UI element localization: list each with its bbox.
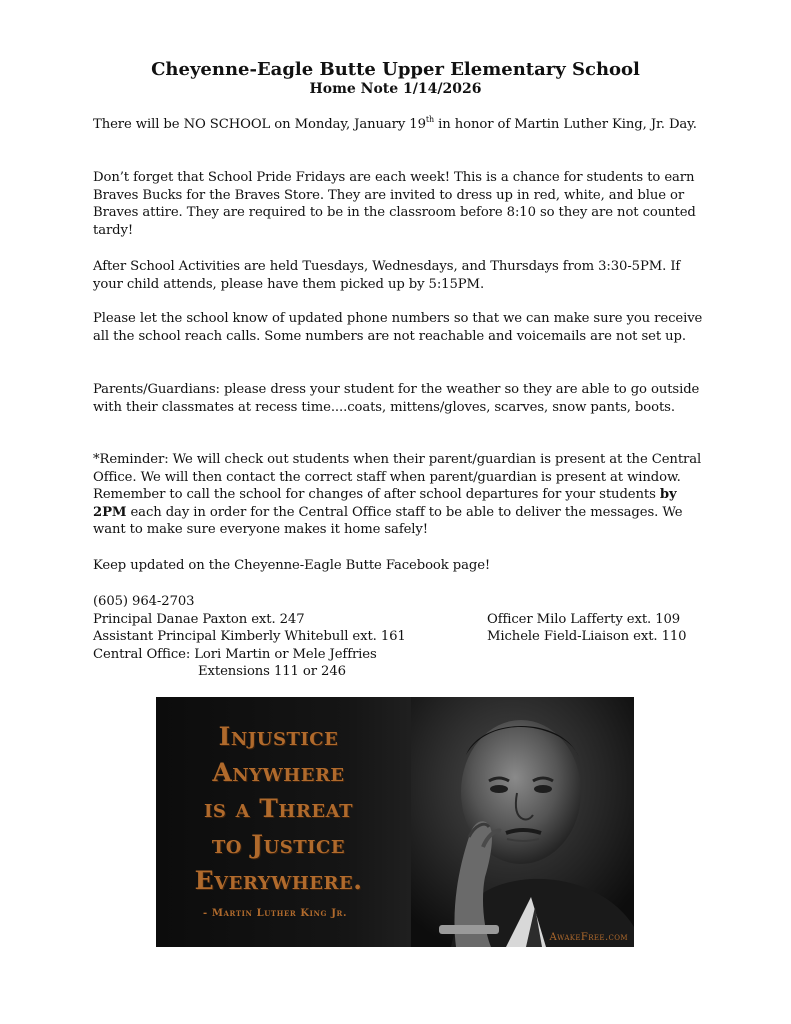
document-title: Cheyenne-Eagle Butte Upper Elementary School	[151, 59, 640, 80]
home-note-date: Home Note 1/14/2026	[309, 81, 482, 97]
quote-line: Anywhere	[212, 758, 345, 787]
phone-numbers-paragraph: Please let the school know of updated phone numbers so that we can make sure you receive all the school reach calls. Some numbers are not reachable and voicemails are not set up.	[93, 311, 703, 344]
liaison-contact: Michele Field-Liaison ext. 110	[487, 629, 687, 645]
reminder-paragraph	[93, 451, 713, 539]
contact-line	[93, 663, 713, 681]
quote-text	[156, 719, 401, 899]
officer-contact: Officer Milo Lafferty ext. 109	[487, 611, 681, 627]
no-school-text: There will be NO SCHOOL on Monday, January 19	[93, 117, 426, 132]
central-office-extensions: Extensions 111 or 246	[198, 664, 346, 680]
reminder-text: *Reminder: We will check out students when their parent/guardian is present at the Central Office. We will then contact the correct staff when parent/guardian is present at window. Remember to call the school for changes of after school departures for your students	[93, 452, 702, 503]
quote-attribution: - Martin Luther King Jr.	[203, 908, 348, 919]
contact-line	[93, 628, 713, 646]
facebook-paragraph: Keep updated on the Cheyenne-Eagle Butte Facebook page!	[93, 558, 491, 573]
weather-paragraph: Parents/Guardians: please dress your student for the weather so they are able to go outside with their classmates at recess time....coats, mittens/gloves, scarves, snow pants, boots.	[93, 382, 700, 415]
no-school-text-end: in honor of Martin Luther King, Jr. Day.	[434, 117, 697, 132]
after-school-activities-paragraph: After School Activities are held Tuesdays, Wednesdays, and Thursdays from 3:30-5PM. If your child attends, please have them picked up by 5:15PM.	[93, 259, 681, 292]
school-phone: (605) 964-2703	[93, 594, 195, 609]
mlk-portrait-image	[411, 697, 634, 947]
poster-site-credit: AwakeFree.com	[549, 932, 628, 943]
principal-contact: Principal Danae Paxton ext. 247	[93, 611, 305, 627]
no-school-notice	[93, 116, 713, 134]
quote-line: to Justice	[211, 830, 346, 859]
quote-line: Injustice	[218, 722, 339, 751]
contact-list	[93, 593, 713, 681]
reminder-deadline: by 2PM	[93, 487, 677, 520]
assistant-principal-contact: Assistant Principal Kimberly Whitebull ext. 161	[93, 629, 406, 645]
contact-line	[93, 646, 713, 664]
central-office-contact: Central Office: Lori Martin or Mele Jeffries	[93, 646, 377, 662]
quote-line: is a Threat	[204, 794, 353, 823]
mlk-quote-poster	[156, 697, 634, 947]
contact-line	[93, 593, 713, 611]
ordinal-suffix: th	[425, 114, 435, 124]
pride-fridays-paragraph: Don’t forget that School Pride Fridays are each week! This is a chance for students to earn Braves Bucks for the Braves Store. They are invited to dress up in red, white, and blue or Braves attire. They are required to be in the classroom before 8:10 so they are not counted tardy!	[93, 170, 696, 238]
reminder-text-end: each day in order for the Central Office staff to be able to deliver the messages. We want to make sure everyone makes it home safely!	[93, 504, 683, 538]
quote-line: Everywhere.	[194, 866, 363, 895]
contact-line	[93, 611, 713, 629]
